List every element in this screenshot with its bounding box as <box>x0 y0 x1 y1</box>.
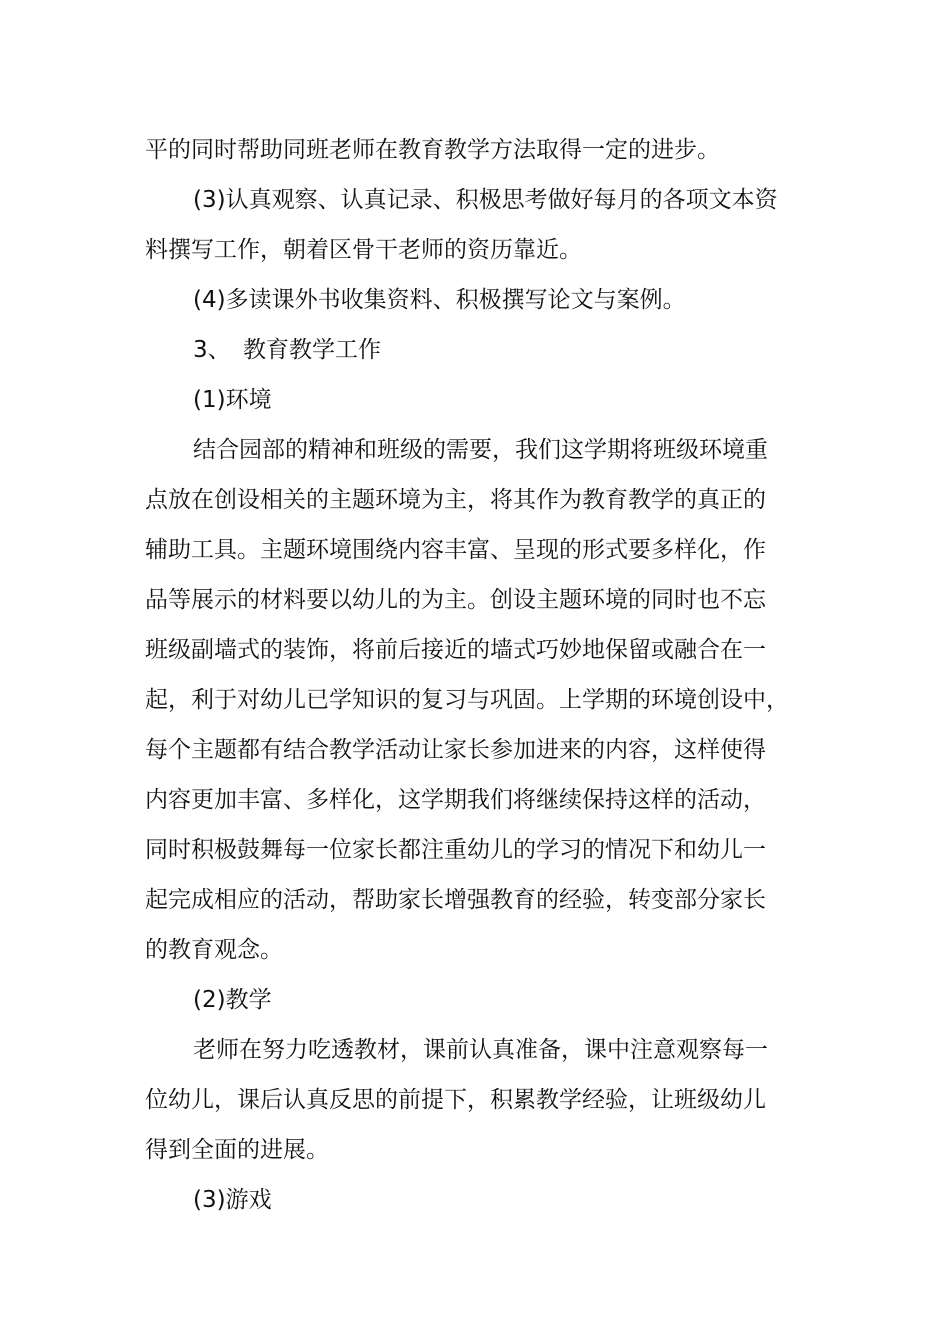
text-line: 内容更加丰富、多样化，这学期我们将继续保持这样的活动， <box>145 787 766 813</box>
subheading: (1)环境 <box>193 387 272 413</box>
text-line: 辅助工具。主题环境围绕内容丰富、呈现的形式要多样化，作 <box>145 537 766 563</box>
section-number: 3、 <box>193 337 231 363</box>
text-line: 平的同时帮助同班老师在教育教学方法取得一定的进步。 <box>145 137 720 163</box>
text-line: 结合园部的精神和班级的需要，我们这学期将班级环境重 <box>193 437 768 463</box>
text-line: (4)多读课外书收集资料、积极撰写论文与案例。 <box>193 287 686 313</box>
section-title: 教育教学工作 <box>243 337 381 363</box>
text-line: 得到全面的进展。 <box>145 1137 329 1163</box>
text-line: 同时积极鼓舞每一位家长都注重幼儿的学习的情况下和幼儿一 <box>145 837 766 863</box>
subheading: (3)游戏 <box>193 1187 272 1213</box>
section-heading <box>145 325 810 375</box>
text-line: 起完成相应的活动，帮助家长增强教育的经验，转变部分家长 <box>145 887 766 913</box>
text-line: 品等展示的材料要以幼儿的为主。创设主题环境的同时也不忘 <box>145 587 766 613</box>
text-line: 每个主题都有结合教学活动让家长参加进来的内容，这样使得 <box>145 737 766 763</box>
text-line: 点放在创设相关的主题环境为主，将其作为教育教学的真正的 <box>145 487 766 513</box>
text-line: 的教育观念。 <box>145 937 283 963</box>
subheading: (2)教学 <box>193 987 272 1013</box>
text-line: (3)认真观察、认真记录、积极思考做好每月的各项文本资 <box>193 187 778 213</box>
text-line: 位幼儿，课后认真反思的前提下，积累教学经验，让班级幼儿 <box>145 1087 766 1113</box>
text-line: 老师在努力吃透教材，课前认真准备，课中注意观察每一 <box>193 1037 768 1063</box>
document-body <box>145 125 810 1225</box>
text-line: 起，利于对幼儿已学知识的复习与巩固。上学期的环境创设中， <box>145 687 789 713</box>
text-line: 料撰写工作，朝着区骨干老师的资历靠近。 <box>145 237 582 263</box>
text-line: 班级副墙式的装饰，将前后接近的墙式巧妙地保留或融合在一 <box>145 637 766 663</box>
